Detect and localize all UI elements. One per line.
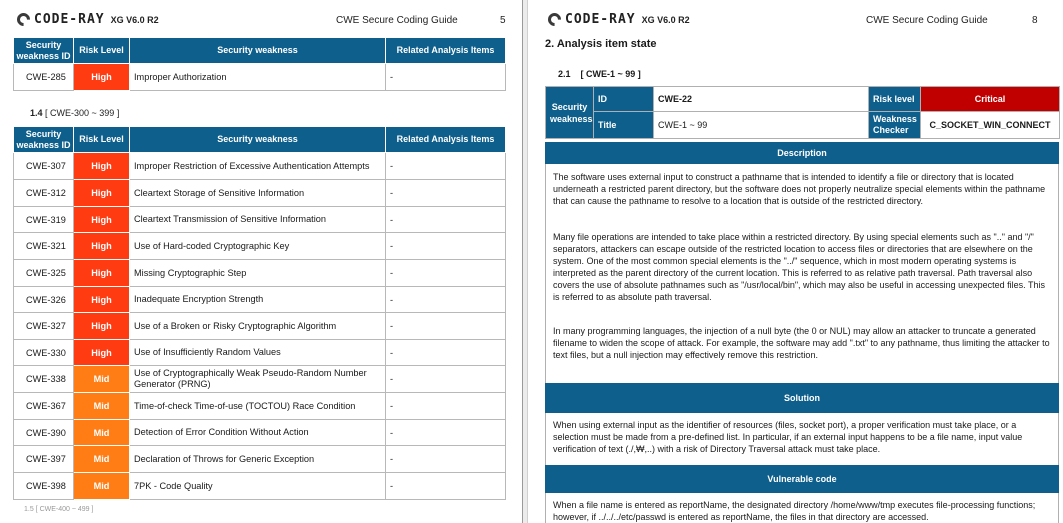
section-heading [30, 108, 119, 118]
section-range: [ CWE-300 ~ 399 ] [45, 108, 120, 118]
table-row [14, 260, 506, 287]
related-items: - [386, 180, 506, 207]
related-items: - [386, 313, 506, 340]
col-header-id: Security weakness ID [14, 38, 74, 64]
weakness-id: CWE-327 [14, 313, 74, 340]
description-band: Description [545, 142, 1059, 164]
weakness-id: CWE-326 [14, 287, 74, 313]
related-items: - [386, 446, 506, 473]
weakness-name: Improper Restriction of Excessive Authentication Attempts [130, 153, 386, 180]
subsection-range: [ CWE-1 ~ 99 ] [580, 69, 641, 79]
risk-level-label: Risk level [869, 87, 921, 112]
vulnerable-code-text: When a file name is entered as reportName, the designated directory /home/www/tmp executes file-processing functions; however, if ../../../etc/passwd is entered as reportName, the files in that directory are accessed. [553, 500, 1036, 522]
related-items: - [386, 153, 506, 180]
related-items: - [386, 473, 506, 500]
table-row [14, 207, 506, 233]
brand-name: CODE-RAY [565, 12, 636, 27]
risk-level-badge: High [74, 233, 130, 260]
brand-version: XG V6.0 R2 [110, 14, 159, 25]
description-paragraph: Many file operations are intended to take place within a restricted directory. By using special elements such as ".." and "/" separators, attackers can escape outside of the restricted location to access files or directories that are elsewhere on the system. One of the most common special elements is the "../" sequence, which in most modern operating systems is interpreted as the parent directory of the current location. This is referred to as relative path traversal. Path traversal also covers the use of absolute pathnames such as "/usr/local/bin", which may also be useful in accessing unexpected files. This is referred to as absolute path traversal. [553, 232, 1045, 302]
risk-level-badge: High [74, 340, 130, 366]
weakness-name: Use of Insufficiently Random Values [130, 340, 386, 366]
table-row [14, 153, 506, 180]
subsection-heading [558, 69, 641, 79]
table-row [14, 420, 506, 446]
col-header-weakness: Security weakness [130, 127, 386, 153]
weakness-id: CWE-312 [14, 180, 74, 207]
table-row [14, 180, 506, 207]
page-header [0, 0, 522, 34]
risk-level-badge: High [74, 180, 130, 207]
security-weakness-label: Security weakness [546, 87, 594, 139]
weakness-id: CWE-285 [14, 64, 74, 91]
solution-band: Solution [545, 383, 1059, 413]
title-label: Title [594, 112, 654, 139]
brand-logo [17, 12, 159, 27]
id-value: CWE-22 [654, 87, 869, 112]
description-paragraph: In many programming languages, the injection of a null byte (the 0 or NUL) may allow an attacker to truncate a generated filename to widen the scope of attack. For example, the software may add ".txt" to any pathname, thus limiting the attacker to text files, but a null injection may effectively remove this restriction. [553, 326, 1050, 360]
weakness-id: CWE-367 [14, 393, 74, 420]
logo-icon [14, 10, 32, 28]
related-items: - [386, 420, 506, 446]
guide-title: CWE Secure Coding Guide [866, 15, 988, 26]
weakness-name: Cleartext Transmission of Sensitive Information [130, 207, 386, 233]
weakness-name: 7PK - Code Quality [130, 473, 386, 500]
table-header-row [14, 127, 506, 153]
table-row [14, 446, 506, 473]
related-items: - [386, 64, 506, 91]
risk-level-badge: Mid [74, 393, 130, 420]
brand-version: XG V6.0 R2 [641, 14, 690, 25]
related-items: - [386, 233, 506, 260]
weakness-id: CWE-390 [14, 420, 74, 446]
related-items: - [386, 393, 506, 420]
weakness-name: Cleartext Storage of Sensitive Information [130, 180, 386, 207]
weakness-id: CWE-319 [14, 207, 74, 233]
risk-level-value: Critical [921, 87, 1060, 112]
related-items: - [386, 366, 506, 393]
related-items: - [386, 260, 506, 287]
weakness-name: Declaration of Throws for Generic Exception [130, 446, 386, 473]
section-number: 1.4 [30, 108, 43, 118]
id-label: ID [594, 87, 654, 112]
brand-name: CODE-RAY [34, 12, 105, 27]
weakness-checker-value: C_SOCKET_WIN_CONNECT [921, 112, 1060, 139]
subsection-number: 2.1 [558, 69, 571, 79]
guide-title: CWE Secure Coding Guide [336, 15, 458, 26]
table-header-row [14, 38, 506, 64]
page-title: 2. Analysis item state [545, 38, 657, 50]
weakness-id: CWE-397 [14, 446, 74, 473]
table-row [14, 64, 506, 91]
risk-level-badge: High [74, 260, 130, 287]
table-row [14, 340, 506, 366]
weakness-id: CWE-330 [14, 340, 74, 366]
related-items: - [386, 340, 506, 366]
weakness-info-table [545, 86, 1060, 139]
weakness-name: Use of Cryptographically Weak Pseudo-Random Number Generator (PRNG) [130, 366, 386, 393]
risk-level-badge: High [74, 153, 130, 180]
risk-level-badge: Mid [74, 366, 130, 393]
risk-level-badge: Mid [74, 473, 130, 500]
col-header-risk: Risk Level [74, 38, 130, 64]
table-row [14, 287, 506, 313]
risk-table-top [13, 37, 506, 91]
table-row [14, 473, 506, 500]
logo-icon [545, 10, 563, 28]
weakness-name: Use of Hard-coded Cryptographic Key [130, 233, 386, 260]
weakness-id: CWE-338 [14, 366, 74, 393]
title-value: CWE-1 ~ 99 [654, 112, 869, 139]
weakness-id: CWE-398 [14, 473, 74, 500]
table-row [14, 233, 506, 260]
page-number: 8 [1032, 15, 1038, 26]
weakness-id: CWE-307 [14, 153, 74, 180]
right-page [528, 0, 1063, 523]
table-row [14, 366, 506, 393]
col-header-related: Related Analysis Items [386, 127, 506, 153]
table-row [14, 313, 506, 340]
risk-level-badge: High [74, 287, 130, 313]
risk-table-main [13, 126, 506, 500]
risk-level-badge: High [74, 64, 130, 91]
vulnerable-code-band: Vulnerable code [545, 465, 1059, 493]
next-section-heading: 1.5 [ CWE-400 ~ 499 ] [24, 506, 94, 513]
weakness-name: Inadequate Encryption Strength [130, 287, 386, 313]
col-header-related: Related Analysis Items [386, 38, 506, 64]
related-items: - [386, 207, 506, 233]
weakness-name: Time-of-check Time-of-use (TOCTOU) Race Condition [130, 393, 386, 420]
risk-level-badge: Mid [74, 420, 130, 446]
weakness-checker-label: Weakness Checker [869, 112, 921, 139]
table-row [14, 393, 506, 420]
description-paragraph: The software uses external input to construct a pathname that is intended to identify a file or directory that is located underneath a restricted parent directory, but the software does not properly neutralize special elements within the pathname that can cause the pathname to resolve to a location that is outside of the restricted directory. [553, 172, 1046, 206]
weakness-id: CWE-325 [14, 260, 74, 287]
weakness-id: CWE-321 [14, 233, 74, 260]
weakness-name: Missing Cryptographic Step [130, 260, 386, 287]
weakness-name: Improper Authorization [130, 64, 386, 91]
risk-level-badge: High [74, 313, 130, 340]
left-page [0, 0, 522, 523]
page-number: 5 [500, 15, 506, 26]
weakness-name: Detection of Error Condition Without Action [130, 420, 386, 446]
col-header-weakness: Security weakness [130, 38, 386, 64]
risk-level-badge: Mid [74, 446, 130, 473]
related-items: - [386, 287, 506, 313]
page-header [528, 0, 1063, 34]
brand-logo [548, 12, 690, 27]
weakness-name: Use of a Broken or Risky Cryptographic Algorithm [130, 313, 386, 340]
col-header-id: Security weakness ID [14, 127, 74, 153]
col-header-risk: Risk Level [74, 127, 130, 153]
solution-text: When using external input as the identifier of resources (files, socket port), a proper verification must take place, or a selection must be made from a pre-defined list. In particular, if an external input happens to be a file name, input value verification of text (./,₩,..) with a risk of Directory Traversal attack must take place. [553, 420, 1023, 454]
risk-level-badge: High [74, 207, 130, 233]
